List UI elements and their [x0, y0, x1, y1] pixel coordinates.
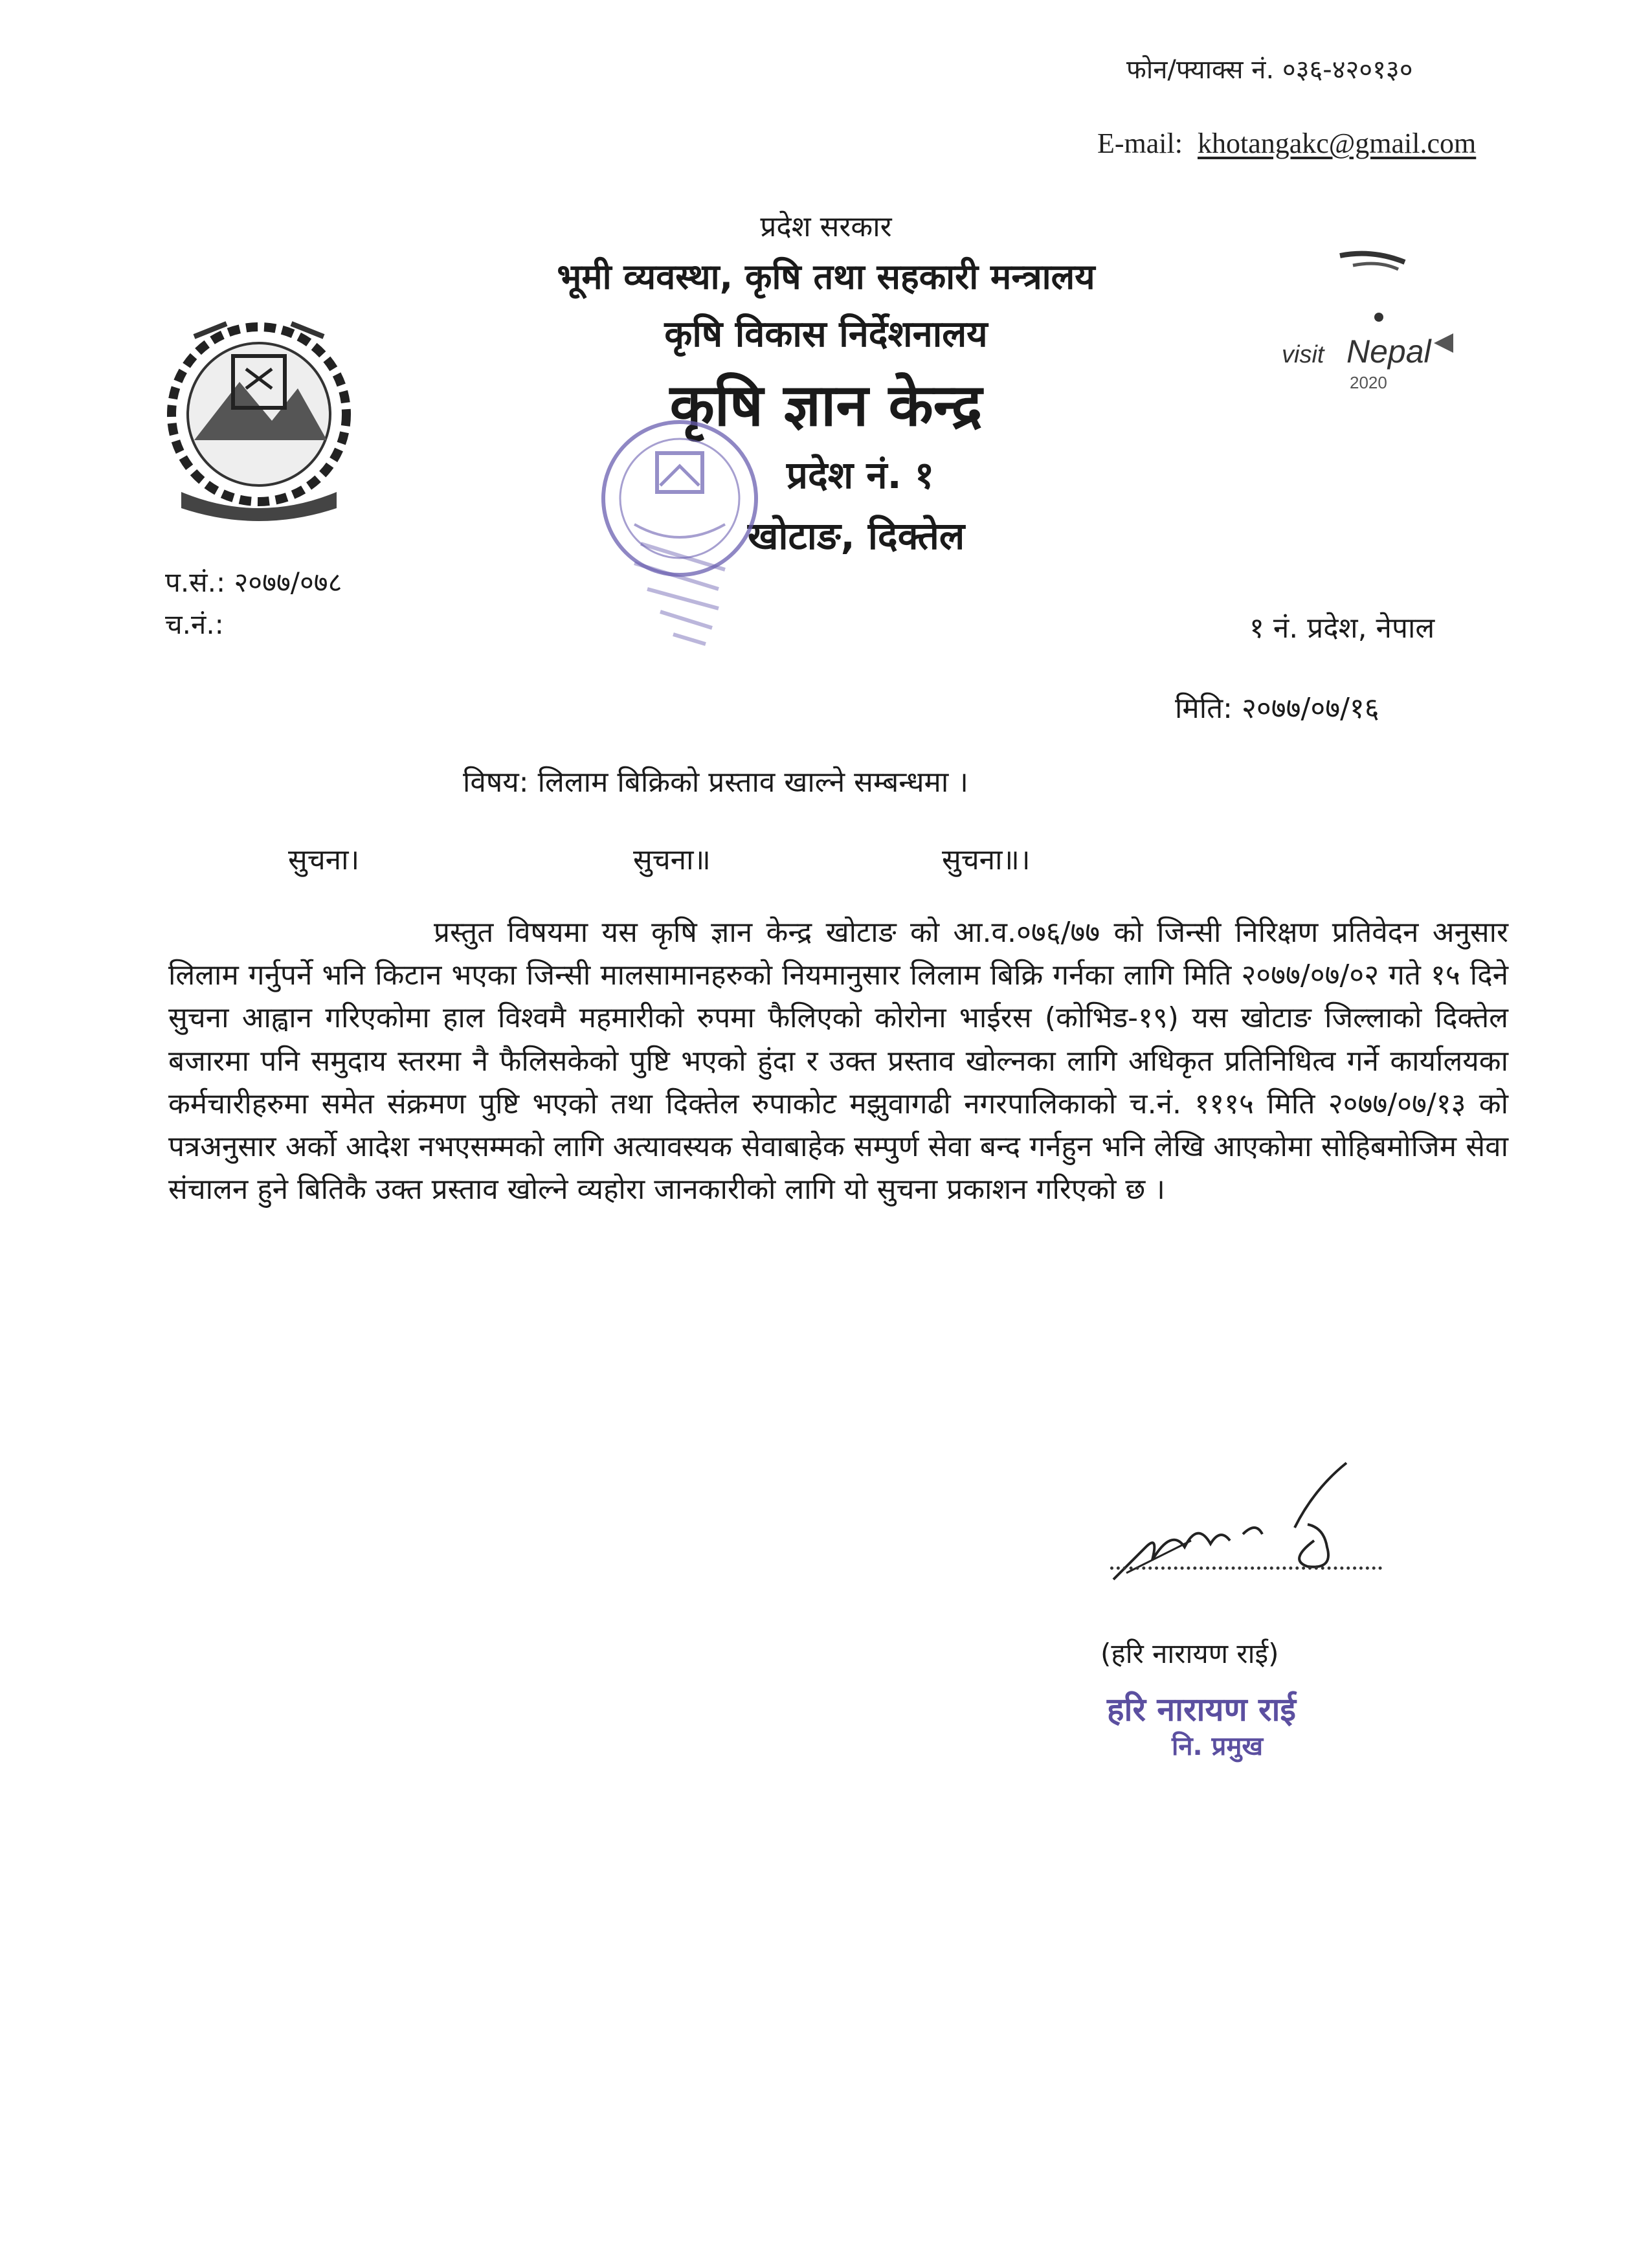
notice-heading-2: सुचना॥: [633, 843, 711, 876]
directorate-name: कृषि विकास निर्देशनालय: [664, 313, 988, 355]
phone-fax-number: फोन/फ्याक्स नं. ०३६-४२०१३०: [1126, 55, 1413, 85]
province-number: प्रदेश नं. १: [787, 453, 935, 497]
signature-dotted-line: [1110, 1566, 1382, 1570]
subject-line: विषय: लिलाम बिक्रिको प्रस्ताव खाल्ने सम्बन्धमा ।: [463, 766, 968, 799]
seal-signer-name: हरि नारायण राई: [1107, 1691, 1296, 1728]
email-address: khotangakc@gmail.com: [1197, 128, 1477, 159]
visit-word: visit: [1282, 341, 1324, 368]
government-name: प्रदेश सरकार: [760, 210, 892, 243]
nepal-word: Nepal: [1346, 333, 1431, 370]
body-paragraph: प्रस्तुत विषयमा यस कृषि ज्ञान केन्द्र खोटाङ को आ.व.०७६/७७ को जिन्सी निरिक्षण प्रतिवेदन अनुसार लिलाम गर्नुपर्ने भनि किटान भएका जिन्सी मालसामानहरुको नियमानुसार लिलाम बिक्रि गर्नका लागि मिति २०७७/०७/०२ गते १५ दिने सुचना आह्वान गरिएकोमा हाल विश्वमै महमारीको रुपमा फैलिएको कोरोना भाईरस (कोभिड-१९) यस खोटाङ जिल्लाको दिक्तेल बजारमा पनि समुदाय स्तरमा नै फैलिसकेको पुष्टि भएको हुंदा र उक्त प्रस्ताव खोल्नका लागि अधिकृत प्रतिनिधित्व गर्ने कार्यालयका कर्मचारीहरुमा समेत संक्रमण पुष्टि भएको तथा दिक्तेल रुपाकोट मझुवागढी नगरपालिकाको च.नं. १११५ मिति २०७७/०७/१३ को पत्रअनुसार अर्को आदेश नभएसम्मको लागि अत्यावस्यक सेवाबाहेक सम्पुर्ण सेवा बन्द गर्नहुन भनि लेखि आएकोमा सोहिबमोजिम सेवा संचालन हुने बितिकै उक्त प्रस्ताव खोल्ने व्यहोरा जानकारीको लागि यो सुचना प्रकाशन गरिएको छ ।: [168, 916, 1508, 1207]
signer-name: (हरि नारायण राई): [1100, 1638, 1279, 1669]
handwritten-signature: [1100, 1450, 1372, 1592]
year-2020: 2020: [1350, 373, 1387, 392]
office-location: खोटाङ, दिक्तेल: [748, 514, 965, 558]
office-name: कृषि ज्ञान केन्द्र: [669, 372, 983, 440]
seal-signer-title: नि. प्रमुख: [1172, 1732, 1264, 1761]
recipient-province: १ नं. प्रदेश, नेपाल: [1249, 612, 1435, 645]
reference-number: प.सं.: २०७७/०७८: [165, 566, 342, 598]
visit-nepal-logo: [1269, 246, 1495, 401]
nepal-emblem-icon: [155, 311, 363, 531]
notice-heading-3: सुचना॥।: [942, 843, 1031, 876]
dispatch-number: च.नं.:: [165, 608, 224, 640]
email-line: [1097, 127, 1476, 160]
ministry-name: भूमी व्यवस्था, कृषि तथा सहकारी मन्त्रालय: [557, 256, 1095, 297]
office-stamp: [596, 414, 770, 660]
email-label: E-mail:: [1097, 128, 1183, 159]
letter-date: मिति: २०७७/०७/१६: [1175, 692, 1379, 725]
notice-heading-1: सुचना।: [288, 843, 360, 876]
